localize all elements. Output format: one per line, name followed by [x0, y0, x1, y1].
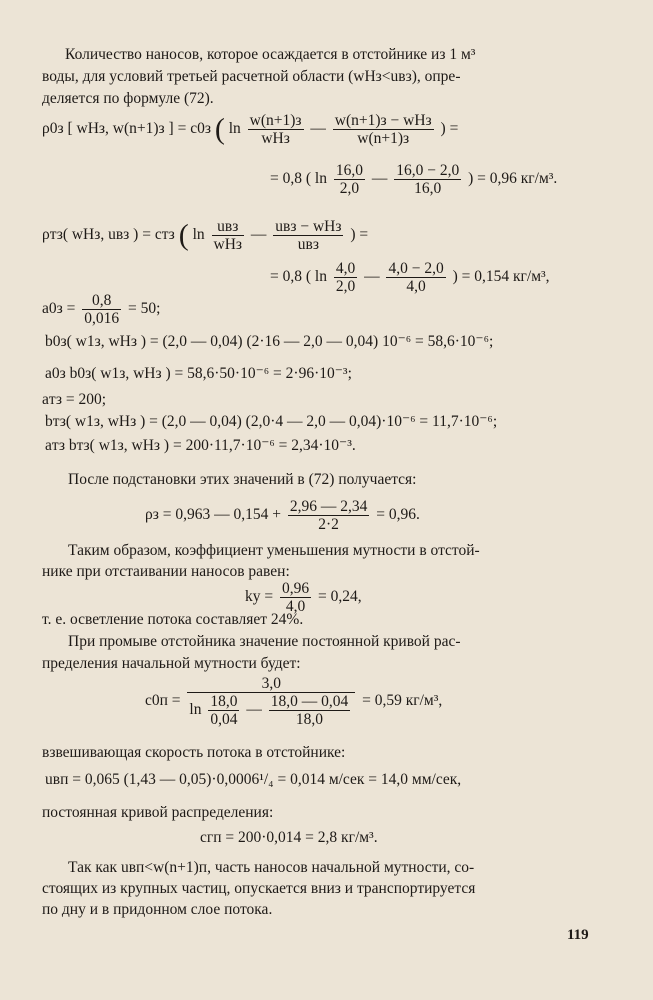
fraction-den: 0,04 — [210, 711, 238, 728]
fraction-den: 2,0 — [339, 180, 360, 197]
fraction-den: uвз — [297, 236, 319, 253]
minus-sign: — — [246, 701, 262, 719]
fraction-num: 16,0 — [335, 162, 363, 179]
equation-result: ) = 0,96 кг/м³. — [468, 170, 558, 188]
paragraph-line: постоянная кривой распределения: — [42, 804, 274, 821]
equation-abtz: aтз bтз( w1з, wНз ) = 200·11,7·10⁻⁶ = 2,34·10⁻³. — [45, 437, 356, 454]
equation-tail: ) = — [350, 226, 369, 244]
equation-result: = 50; — [128, 300, 161, 318]
equation-result: = 0,24, — [318, 588, 362, 606]
fraction-den: 0,016 — [84, 310, 120, 327]
paragraph-line: нике при отстаивании наносов равен: — [42, 563, 290, 580]
paragraph-line: Количество наносов, которое осаждается в отстойнике из 1 м³ — [65, 46, 476, 63]
fraction-den: w(n+1)з — [357, 130, 410, 147]
page-number: 119 — [567, 927, 589, 943]
paragraph-line: по дну и в придонном слое потока. — [42, 901, 273, 918]
paragraph-line: т. е. осветление потока составляет 24%. — [42, 611, 304, 628]
equation-lhs: c0п = — [145, 692, 181, 710]
fraction-den: 2·2 — [318, 516, 339, 533]
fraction-den: wНз — [213, 236, 243, 253]
fraction-den: 2,0 — [335, 278, 356, 295]
equation-lhs: ρз = 0,963 — 0,154 + — [145, 506, 281, 524]
fraction-num: 4,0 − 2,0 — [388, 260, 444, 277]
paragraph-line: пределения начальной мутности будет: — [42, 655, 301, 672]
fraction-num: 18,0 — 0,04 — [270, 693, 349, 710]
ln-label: ln — [189, 701, 202, 719]
paragraph-line: деляется по формуле (72). — [42, 90, 214, 107]
fraction-num: w(n+1)з − wНз — [334, 112, 432, 129]
paragraph-line: воды, для условий третьей расчетной области (wНз<uвз), опре- — [42, 68, 461, 85]
equation-result: ) = 0,154 кг/м³, — [452, 268, 550, 286]
equation-atz: aтз = 200; — [42, 391, 107, 408]
equation-result: = 0,59 кг/м³, — [362, 692, 443, 710]
equation-coef: = c0з — [177, 120, 211, 138]
fraction-num: uвз − wНз — [275, 218, 342, 235]
fraction-den: 16,0 — [414, 180, 442, 197]
equation-lhs: ρ0з [ wНз, w(n+1)з ] — [42, 120, 174, 138]
fraction-num: uвз — [212, 218, 245, 236]
paragraph-line: После подстановки этих значений в (72) получается: — [68, 471, 417, 488]
equation-btz: bтз( w1з, wНз ) = (2,0 — 0,04) (2,0·4 — 2,0 — 0,04)·10⁻⁶ = 11,7·10⁻⁶; — [45, 413, 498, 430]
fraction-den — [187, 693, 355, 728]
fraction-num: 4,0 — [335, 260, 356, 277]
equation-rho-oz-2: = 0,8 ( ln $\frac{16,0}{2,0}$ — $\frac{16,0 - 2,0}{16,0}$ ) = 0,96 кг/м³. — [270, 162, 558, 197]
equation-lhs: a0з = — [42, 300, 76, 318]
equation-lhs: ρтз( wНз, uвз ) = cтз — [42, 226, 175, 244]
equation-result: = 0,96. — [376, 506, 420, 524]
equation-rho-oz: ρ0з [ wНз, w(n+1)з ] = c0з ( ln $\frac{w(n+1)з}{\text{wНз}}$ — $\frac{\text{w(n+1)з − wНз}}{w(n+1)з}$ ) = — [42, 112, 459, 147]
equation-a0z — [42, 292, 160, 327]
fraction-den: 18,0 — [295, 711, 324, 728]
equation-c-gp: cгп = 200·0,014 = 2,8 кг/м³. — [200, 829, 378, 846]
fraction-num: 16,0 − 2,0 — [396, 162, 460, 179]
equation-rho-z — [145, 498, 420, 533]
equation-rho-tz: ρтз( wНз, uвз ) = cтз ( ln $\frac{\text{uвз}}{\text{wНз}}$ — $\frac{\text{uвз − wНз}}{\text{uвз}}$ ) = — [42, 218, 369, 253]
equation-ab0z: a0з b0з( w1з, wНз ) = 58,6·50·10⁻⁶ = 2·96·10⁻³; — [45, 365, 352, 382]
paragraph-line: При промыве отстойника значение постоянной кривой рас- — [68, 633, 461, 650]
fraction-num: 0,8 — [82, 292, 121, 310]
fraction-den: 4,0 — [285, 598, 306, 615]
paragraph-line: стоящих из крупных частиц, опускается вниз и транспортируется — [42, 880, 476, 897]
fraction-den: wНз — [261, 130, 290, 147]
equation-c0p — [145, 675, 442, 728]
fraction-den: 4,0 — [406, 278, 426, 295]
equation-start: = 0,8 ( ln — [270, 170, 327, 188]
equation-lhs: kу = — [245, 588, 274, 606]
paragraph-line: Так как uвп<w(n+1)п, часть наносов начальной мутности, со- — [68, 859, 475, 876]
equation-u-vp: uвп = 0,065 (1,43 — 0,05)·0,0006¹/₄ = 0,014 м/сек = 14,0 мм/сек, — [45, 771, 462, 788]
paragraph-line: взвешивающая скорость потока в отстойнике: — [42, 744, 346, 761]
paragraph-line: Таким образом, коэффициент уменьшения мутности в отстой- — [68, 542, 480, 559]
fraction-num: 18,0 — [210, 693, 238, 710]
equation-start: = 0,8 ( ln — [270, 268, 327, 286]
fraction-num: 2,96 — 2,34 — [289, 498, 368, 515]
fraction-num: 0,96 — [282, 580, 310, 597]
equation-rho-tz-2: = 0,8 ( ln $\frac{4,0}{2,0}$ — $\frac{4,0 - 2,0}{4,0}$ ) = 0,154 кг/м³, — [270, 260, 550, 295]
equation-b0z: b0з( w1з, wНз ) = (2,0 — 0,04) (2·16 — 2,0 — 0,04) 10⁻⁶ = 58,6·10⁻⁶; — [45, 333, 494, 350]
fraction-num: 3,0 — [187, 675, 355, 693]
fraction-num: w(n+1)з — [249, 112, 302, 129]
equation-tail: ) = — [440, 120, 459, 138]
